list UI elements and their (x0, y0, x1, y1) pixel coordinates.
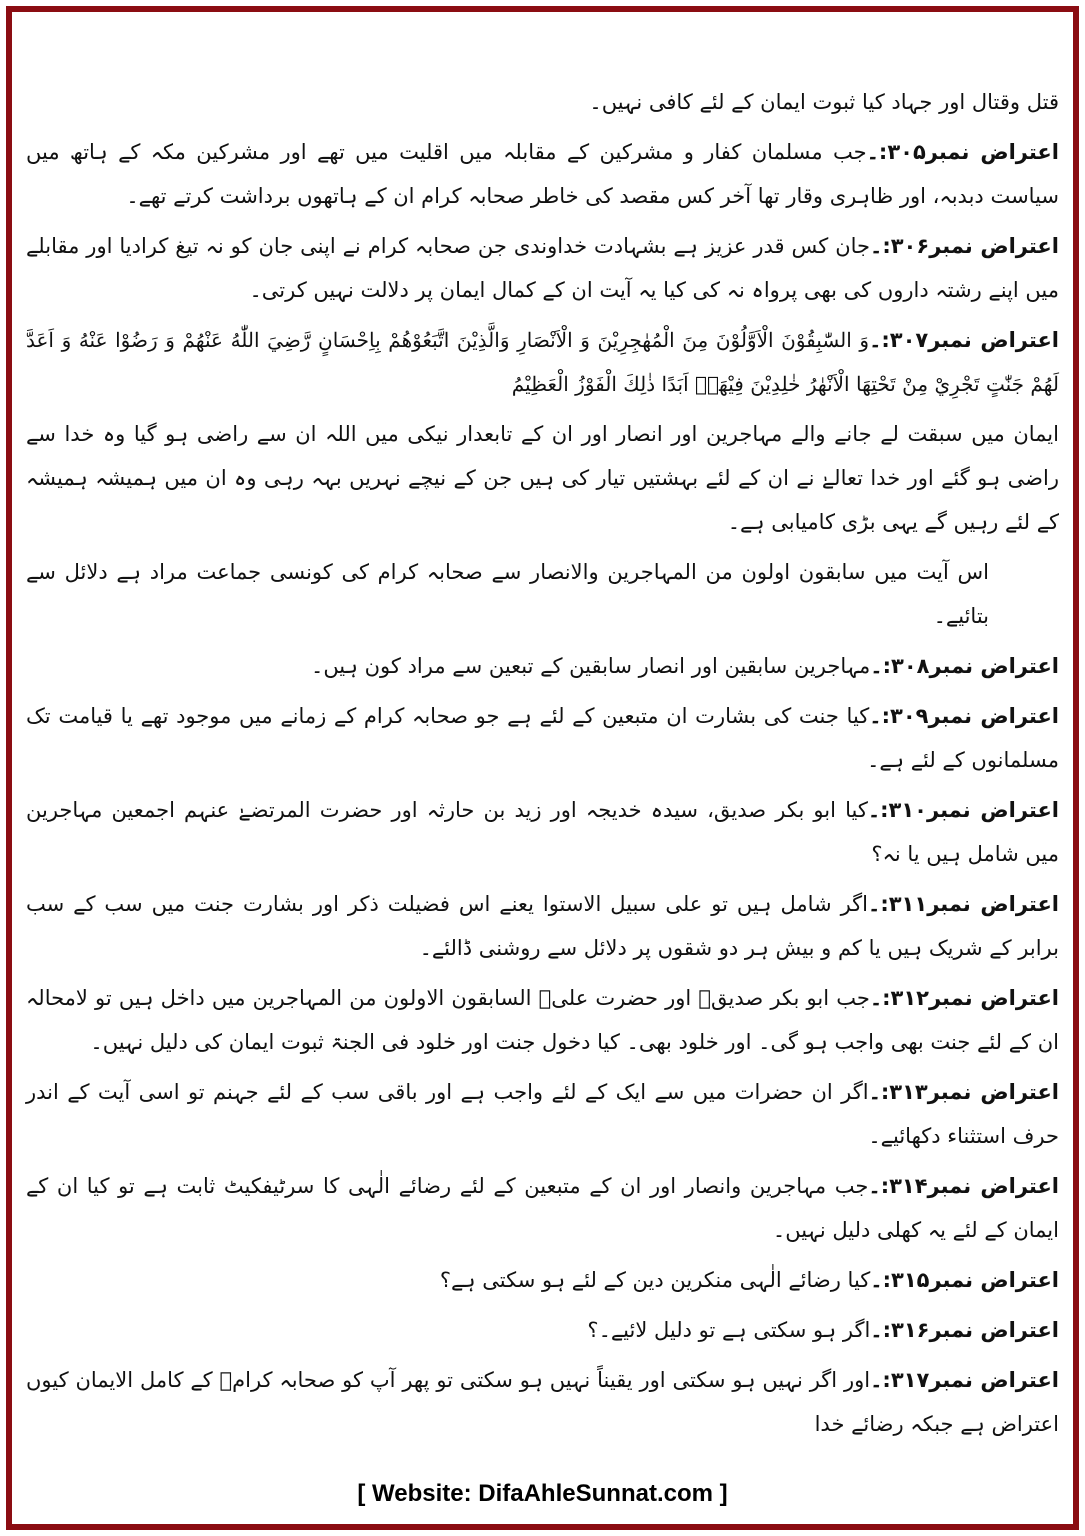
website-footer[interactable]: [ Website: DifaAhleSunnat.com ] (357, 1480, 728, 1507)
paragraph (26, 1258, 1059, 1302)
paragraph (26, 412, 1059, 544)
paragraph-text: جب ابو بکر صدیقؓ اور حضرت علیؓ السابقون الاولون من المہاجرین میں داخل ہیں تو لامحالہ ان کے لئے جنت بھی واجب ہو گی۔ اور خلود بھی۔ کیا دخول جنت اور خلود فی الجنۃ ثبوت ایمان کی دلیل نہیں۔ (26, 986, 1059, 1054)
paragraph (26, 550, 1059, 638)
paragraph (26, 788, 1059, 876)
objection-number: اعتراض نمبر۳۰۷:۔ (869, 328, 1059, 352)
objection-number: اعتراض نمبر۳۰۹:۔ (869, 704, 1060, 728)
paragraph-text: اور اگر نہیں ہو سکتی اور یقیناً نہیں ہو سکتی تو پھر آپ کو صحابہ کرامؓ کے کامل الایمان کیوں اعتراض ہے جبکہ رضائے خدا (26, 1368, 1059, 1436)
document-body (26, 80, 1059, 1452)
paragraph-text: جب مسلمان کفار و مشرکین کے مقابلہ میں اقلیت میں تھے اور مشرکین مکہ کے ہاتھ میں سیاست دبدبہ، اور ظاہری وقار تھا آخر کس مقصد کی خاطر صحابہ کرام ان کے ہاتھوں برداشت کرتے تھے۔ (26, 140, 1059, 208)
objection-number: اعتراض نمبر۳۱۲:۔ (869, 986, 1060, 1010)
paragraph (26, 318, 1059, 406)
objection-number: اعتراض نمبر۳۱۵:۔ (870, 1268, 1059, 1292)
paragraph (26, 882, 1059, 970)
paragraph (26, 1164, 1059, 1252)
paragraph-text: مہاجرین سابقین اور انصار سابقین کے تبعین سے مراد کون ہیں۔ (311, 654, 871, 678)
paragraph-text: اگر ہو سکتی ہے تو دلیل لائیے۔؟ (587, 1318, 871, 1342)
objection-number: اعتراض نمبر۳۱۰:۔ (867, 798, 1059, 822)
paragraph (26, 644, 1059, 688)
paragraph-text: کیا رضائے الٰہی منکرین دین کے لئے ہو سکتی ہے؟ (439, 1268, 871, 1292)
paragraph (26, 976, 1059, 1064)
paragraph-text: قتل وقتال اور جہاد کیا ثبوت ایمان کے لئے کافی نہیں۔ (589, 90, 1059, 114)
objection-number: اعتراض نمبر۳۱۴:۔ (868, 1174, 1060, 1198)
paragraph (26, 1308, 1059, 1352)
paragraph (26, 1070, 1059, 1158)
paragraph-text: اگر ان حضرات میں سے ایک کے لئے واجب ہے اور باقی سب کے لئے جہنم تو اسی آیت کے اندر حرف استثناء دکھائیے۔ (26, 1080, 1059, 1148)
paragraph (26, 224, 1059, 312)
paragraph-text: کیا ابو بکر صدیق، سیدہ خدیجہ اور زید بن حارثہ اور حضرت المرتضےٰ عنہم اجمعین مہاجرین میں شامل ہیں یا نہ؟ (26, 798, 1059, 866)
objection-number: اعتراض نمبر۳۱۳:۔ (868, 1080, 1059, 1104)
objection-number: اعتراض نمبر۳۰۵:۔ (866, 140, 1059, 164)
objection-number: اعتراض نمبر۳۰۶:۔ (870, 234, 1059, 258)
paragraph-text: اس آیت میں سابقون اولون من المہاجرین والانصار سے صحابہ کرام کی کونسی جماعت مراد ہے دلائل سے بتائیے۔ (26, 560, 989, 628)
paragraph (26, 694, 1059, 782)
objection-number: اعتراض نمبر۳۱۷:۔ (870, 1368, 1059, 1392)
paragraph (26, 130, 1059, 218)
quran-verse: وَ السّٰبِقُوْنَ الْاَوَّلُوْنَ مِنَ الْمُهٰجِرِيْنَ وَ الْاَنْصَارِ وَالَّذِيْنَ اتَّبَعُوْهُمْ بِاِحْسَانٍ رَّضِيَ اللّٰهُ عَنْهُمْ وَ رَضُوْا عَنْهُ وَ اَعَدَّ لَهُمْ جَنّٰتٍ تَجْرِيْ مِنْ تَحْتِهَا الْاَنْهٰرُ خٰلِدِيْنَ فِيْهَاۤ اَبَدًا ذٰلِكَ الْفَوْزُ الْعَظِيْمُ (26, 328, 1059, 396)
paragraph-text: ایمان میں سبقت لے جانے والے مہاجرین اور انصار اور ان کے تابعدار نیکی میں اللہ ان سے راضی ہو گیا وہ خدا سے راضی ہو گئے اور خدا تعالےٰ نے ان کے لئے بہشتیں تیار کی ہیں جن کے نیچے نہریں بہہ رہی وہ ان میں ہمیشہ ہمیشہ کے لئے رہیں گے یہی بڑی کامیابی ہے۔ (26, 422, 1059, 534)
paragraph (26, 1358, 1059, 1446)
paragraph (26, 80, 1059, 124)
objection-number: اعتراض نمبر۳۰۸:۔ (870, 654, 1059, 678)
paragraph-text: کیا جنت کی بشارت ان متبعین کے لئے ہے جو صحابہ کرام کے زمانے میں موجود تھے یا قیامت تک مسلمانوں کے لئے ہے۔ (26, 704, 1059, 772)
objection-number: اعتراض نمبر۳۱۱:۔ (868, 892, 1059, 916)
paragraph-text: جان کس قدر عزیز ہے بشہادت خداوندی جن صحابہ کرام نے اپنی جان کو نہ تیغ کرادیا اور مقابلے میں اپنے رشتہ داروں کی بھی پرواہ نہ کی کیا یہ آیت ان کے کمال ایمان پر دلالت نہیں کرتی۔ (26, 234, 1059, 302)
paragraph-text: جب مہاجرین وانصار اور ان کے متبعین کے لئے رضائے الٰہی کا سرٹیفکیٹ ثابت ہے تو کیا ان کے ایمان کے لئے یہ کھلی دلیل نہیں۔ (26, 1174, 1059, 1242)
paragraph-text: اگر شامل ہیں تو علی سبیل الاستوا یعنے اس فضیلت ذکر اور بشارت جنت میں سب کے سب برابر کے شریک ہیں یا کم و بیش ہر دو شقوں پر دلائل سے روشنی ڈالئے۔ (26, 892, 1059, 960)
objection-number: اعتراض نمبر۳۱۶:۔ (870, 1318, 1059, 1342)
